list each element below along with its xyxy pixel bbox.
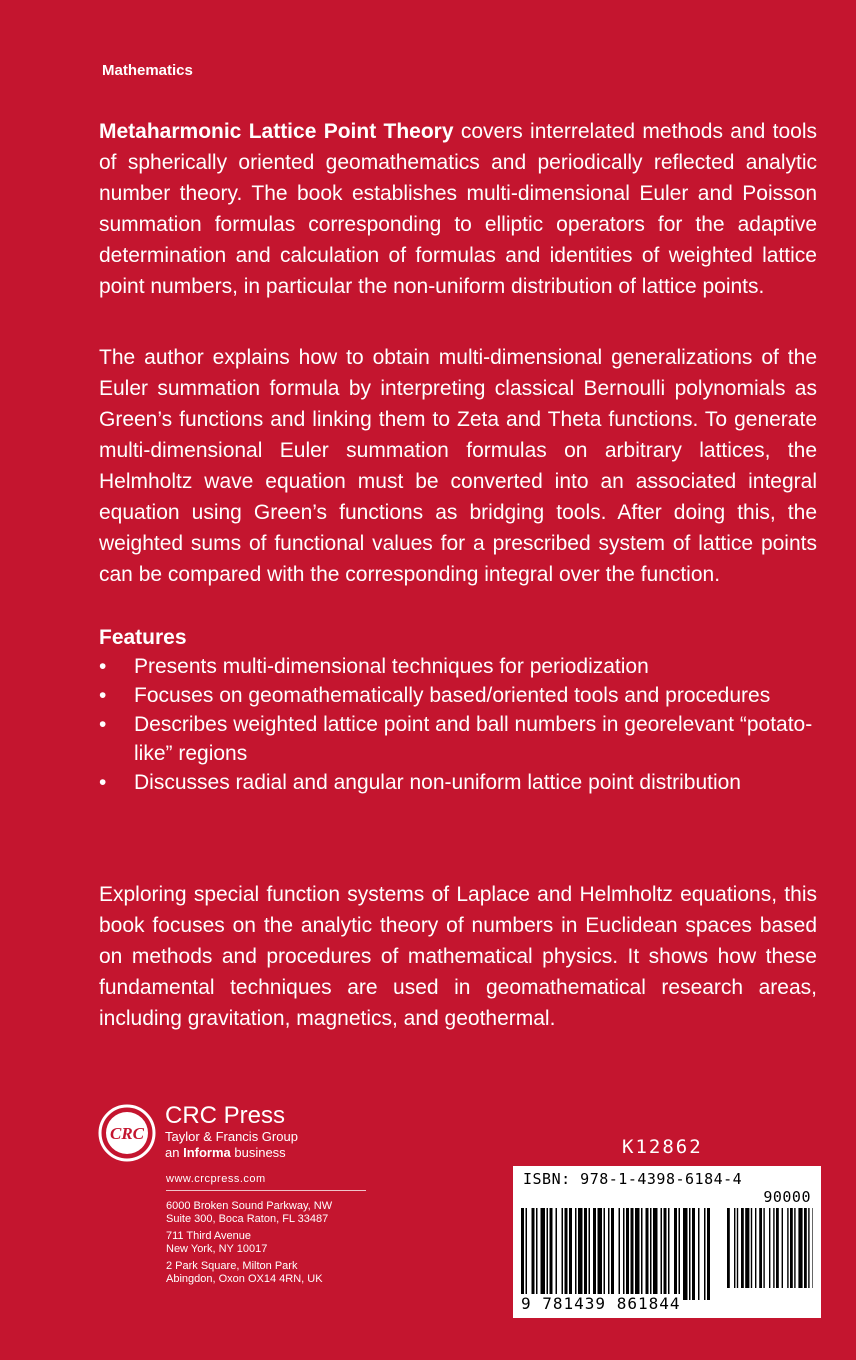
barcode-addon-bar [759, 1208, 762, 1288]
barcode-bar [550, 1208, 553, 1300]
barcode-digits: 9 781439 861844 [521, 1294, 681, 1313]
publisher-group: Taylor & Francis Group [165, 1129, 298, 1144]
barcode-addon-bar [737, 1208, 738, 1288]
barcode-bar [668, 1208, 670, 1300]
barcode-bar [679, 1208, 681, 1300]
barcode-bar [569, 1208, 572, 1300]
description-paragraph-1 [99, 116, 817, 302]
barcode-bar [619, 1208, 621, 1300]
barcode-bar [704, 1208, 706, 1300]
features-list [99, 652, 817, 797]
barcode-bar [650, 1208, 652, 1300]
barcode-addon-bar [798, 1208, 802, 1288]
bullet-icon: • [99, 655, 107, 678]
barcode-bar [593, 1208, 596, 1300]
bullet-icon: • [99, 771, 107, 794]
barcode-bar [536, 1208, 538, 1300]
barcode-bar [707, 1208, 710, 1300]
isbn-barcode [513, 1166, 821, 1318]
barcode-bar [611, 1208, 614, 1300]
barcode-addon-bar [812, 1208, 813, 1288]
barcode-bar [635, 1208, 640, 1300]
divider [166, 1190, 366, 1191]
book-title: Metaharmonic Lattice Point Theory [99, 120, 454, 143]
barcode-addon-bar [741, 1208, 744, 1288]
barcode-addon-bar [734, 1208, 735, 1288]
isbn-text: ISBN: 978-1-4398-6184-4 [523, 1170, 743, 1188]
barcode-bar [532, 1208, 535, 1300]
barcode-addon-bar [727, 1208, 730, 1288]
barcode-bar [541, 1208, 546, 1300]
feature-item: • Focuses on geomathematically based/oriented tools and procedures [99, 681, 817, 710]
barcode-bar [674, 1208, 677, 1300]
address-abingdon: 2 Park Square, Milton Park Abingdon, Oxon OX14 4RN, UK [166, 1260, 323, 1285]
description-paragraph-2: The author explains how to obtain multi-dimensional generalizations of the Euler summation formula by interpreting classical Bernoulli polynomials as Green’s functions and linking them to Zeta and Theta functions. To generate multi-dimensional Euler summation formulas on arbitrary lattices, the Helmholtz wave equation must be converted into an associated integral equation using Green’s functions as bridging tools. After doing this, the weighted sums of functional values for a prescribed system of lattice points can be compared with the corresponding integral over the function. [99, 346, 817, 586]
barcode-bar [689, 1208, 691, 1300]
address-new-york: 711 Third Avenue New York, NY 10017 [166, 1230, 268, 1255]
feature-item: • Describes weighted lattice point and ball numbers in georelevant “potato-like” regions [99, 710, 817, 768]
barcode-bar [556, 1208, 558, 1300]
barcode-addon-bar [776, 1208, 779, 1288]
barcode-bars-icon [521, 1208, 813, 1300]
barcode-addon-bar [782, 1208, 783, 1288]
barcode-addon-bar [804, 1208, 807, 1288]
publisher-block [97, 1102, 477, 1285]
barcode-bar [584, 1208, 587, 1300]
barcode-addon-bar [808, 1208, 809, 1288]
barcode-bar [565, 1208, 568, 1300]
barcode-bar [589, 1208, 591, 1300]
barcode-bar [521, 1208, 524, 1300]
barcode-bar [598, 1208, 603, 1300]
barcode-bar [698, 1208, 700, 1300]
barcode-bar [604, 1208, 606, 1300]
svg-text:CRC: CRC [109, 1124, 145, 1143]
bullet-icon: • [99, 684, 107, 707]
barcode-addon-bar [787, 1208, 788, 1288]
feature-item: • Presents multi-dimensional techniques for periodization [99, 652, 817, 681]
barcode-addon-bar [763, 1208, 764, 1288]
barcode-bar [664, 1208, 667, 1300]
barcode-bar [623, 1208, 625, 1300]
barcode-bar [692, 1208, 695, 1300]
barcode-bar [653, 1208, 658, 1300]
barcode-bar [661, 1208, 663, 1300]
barcode-bar [631, 1208, 634, 1300]
barcode-bar [526, 1208, 528, 1300]
barcode-addon-bar [755, 1208, 756, 1288]
publisher-website: www.crcpress.com [166, 1173, 266, 1185]
barcode-bar [646, 1208, 649, 1300]
category-label: Mathematics [102, 62, 193, 79]
bullet-icon: • [99, 713, 107, 736]
product-code: K12862 [622, 1136, 703, 1158]
barcode-bar [641, 1208, 643, 1300]
barcode-bar [608, 1208, 610, 1300]
paragraph-1-text: covers interrelated methods and tools of spherically oriented geomathematics and periodically reflected analytic number theory. The book establishes multi-dimensional Euler and Poisson summation formulas corresponding to elliptic operators for the adaptive determination and calculation of formulas and identities of weighted lattice point numbers, in particular the non-uniform distribution of lattice points. [99, 120, 817, 298]
publisher-informa: an Informa business [165, 1145, 286, 1160]
feature-item: • Discusses radial and angular non-uniform lattice point distribution [99, 768, 817, 797]
features-heading: Features [99, 626, 187, 649]
features-section [99, 624, 817, 797]
crc-logo-icon [97, 1103, 157, 1163]
description-paragraph-3: Exploring special function systems of Laplace and Helmholtz equations, this book focuses on the analytic theory of numbers in Euclidean spaces based on methods and procedures of mathematical physics. It shows how these fundamental techniques are used in geomathematical research areas, including gravitation, magnetics, and geothermal. [99, 883, 817, 1030]
barcode-addon-bar [794, 1208, 795, 1288]
barcode-addon-bar [773, 1208, 774, 1288]
address-boca-raton: 6000 Broken Sound Parkway, NW Suite 300, Boca Raton, FL 33487 [166, 1200, 333, 1225]
barcode-bar [626, 1208, 629, 1300]
barcode-bar [578, 1208, 583, 1300]
barcode-addon-bar [745, 1208, 749, 1288]
barcode-addon-bar [769, 1208, 770, 1288]
barcode-bar [683, 1208, 688, 1300]
publisher-addresses [166, 1200, 332, 1290]
barcode-bar [562, 1208, 564, 1300]
publisher-name: CRC Press [165, 1102, 286, 1129]
barcode-bar [547, 1208, 549, 1300]
barcode-bar [575, 1208, 577, 1300]
barcode-addon-bar [751, 1208, 752, 1288]
barcode-addon-bar [790, 1208, 793, 1288]
price-code: 90000 [763, 1188, 811, 1206]
